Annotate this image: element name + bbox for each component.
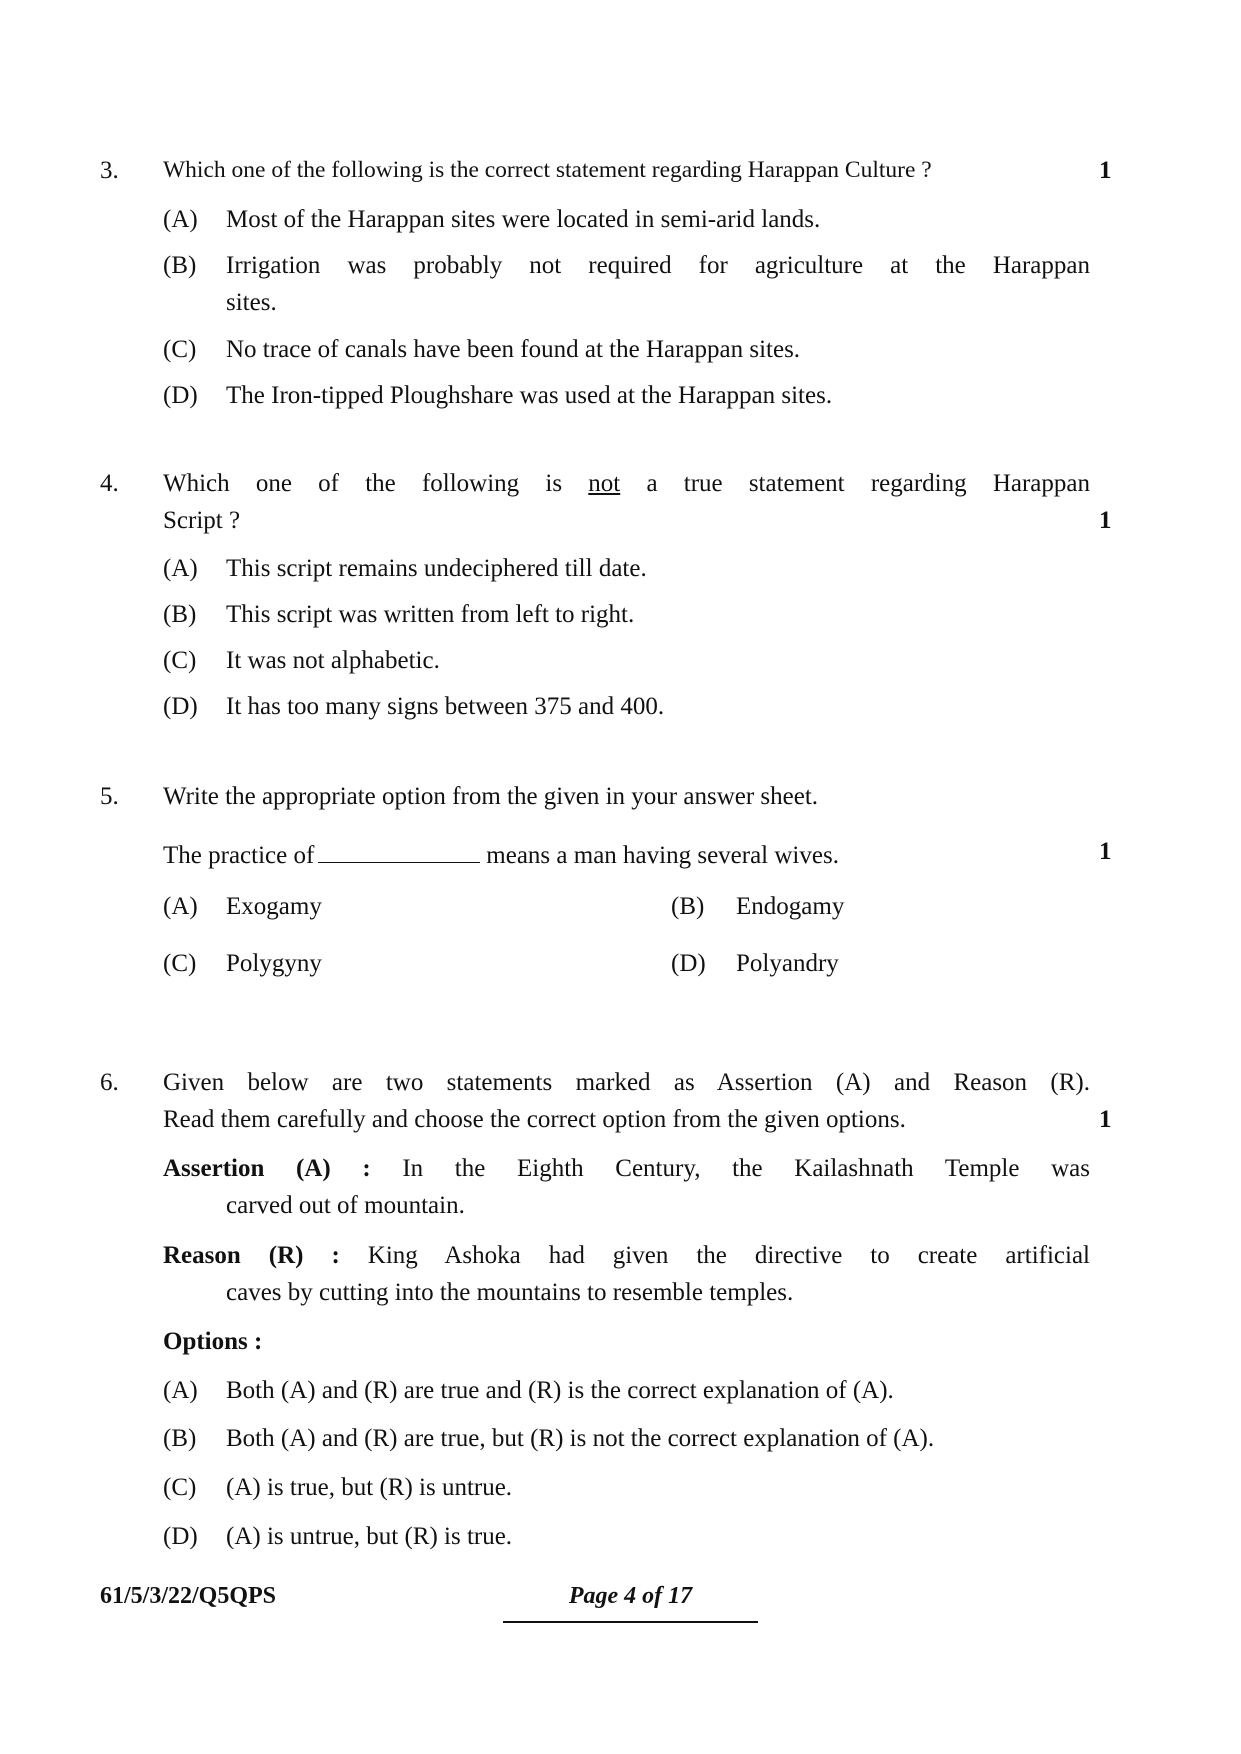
page-number: Page 4 of 17 <box>568 1583 693 1609</box>
q3-option-b-label: (B) <box>163 252 197 279</box>
assertion-line1 <box>163 1155 1090 1183</box>
q3-option-a-label: (A) <box>163 206 198 233</box>
q4-text-underlined: not <box>588 470 621 497</box>
q4-option-d-label: (D) <box>163 693 198 720</box>
question-3-number: 3. <box>100 157 119 184</box>
q5-stem-after: means a man having several wives. <box>486 842 839 869</box>
question-4-marks: 1 <box>1099 507 1112 534</box>
q5-option-a-label: (A) <box>163 893 198 920</box>
q6-option-a-label: (A) <box>163 1377 198 1404</box>
q4-text-after: a true statement regarding Harappan <box>646 470 1090 497</box>
q6-option-a-text: Both (A) and (R) are true and (R) is the correct explanation of (A). <box>226 1377 894 1404</box>
q3-option-c-label: (C) <box>163 336 197 363</box>
fill-in-blank <box>318 838 480 863</box>
question-4-number: 4. <box>100 470 119 497</box>
q5-option-c-label: (C) <box>163 950 197 977</box>
q6-option-b-text: Both (A) and (R) are true, but (R) is not the correct explanation of (A). <box>226 1425 935 1452</box>
question-3-text: Which one of the following is the correct statement regarding Harappan Culture ? <box>163 157 932 183</box>
q5-option-d-label: (D) <box>671 950 706 977</box>
q5-stem-before: The practice of <box>163 842 315 869</box>
q4-text-before: Which one of the following is <box>163 470 563 497</box>
q5-option-b-label: (B) <box>671 893 705 920</box>
reason-label: Reason (R) : <box>163 1242 340 1269</box>
q5-option-b-text: Endogamy <box>736 893 845 920</box>
reason-line1 <box>163 1242 1090 1270</box>
question-5-number: 5. <box>100 783 119 810</box>
q6-option-b-label: (B) <box>163 1425 197 1452</box>
q6-option-c-label: (C) <box>163 1474 197 1501</box>
page-number-underline <box>503 1621 758 1623</box>
question-5-instruction: Write the appropriate option from the given in your answer sheet. <box>163 783 819 810</box>
paper-code: 61/5/3/22/Q5QPS <box>100 1583 277 1609</box>
options-heading: Options : <box>163 1328 263 1355</box>
assertion-text-line1: In the Eighth Century, the Kailashnath Temple was <box>402 1155 1090 1182</box>
q6-option-c-text: (A) is true, but (R) is untrue. <box>226 1474 513 1501</box>
question-4-text-line1 <box>163 470 1090 498</box>
q6-option-d-label: (D) <box>163 1523 198 1550</box>
question-6-text-line1: Given below are two statements marked as Assertion (A) and Reason (R). <box>163 1069 1090 1096</box>
question-6-number: 6. <box>100 1069 119 1096</box>
q3-option-d-label: (D) <box>163 382 198 409</box>
q4-option-c-label: (C) <box>163 647 197 674</box>
assertion-text-line2: carved out of mountain. <box>226 1192 465 1219</box>
assertion-label: Assertion (A) : <box>163 1155 371 1182</box>
question-3-marks: 1 <box>1099 157 1112 184</box>
q5-option-c-text: Polygyny <box>226 950 322 977</box>
q6-option-d-text: (A) is untrue, but (R) is true. <box>226 1523 513 1550</box>
question-4-text-line2: Script ? <box>163 507 241 534</box>
question-5-stem <box>163 838 839 870</box>
q3-option-b-text-line1: Irrigation was probably not required for agriculture at the Harappan <box>226 252 1090 279</box>
q3-option-b-text-line2: sites. <box>226 289 277 316</box>
q5-option-a-text: Exogamy <box>226 893 322 920</box>
q3-option-a-text: Most of the Harappan sites were located in semi-arid lands. <box>226 206 821 233</box>
question-6-text-line2: Read them carefully and choose the correct option from the given options. <box>163 1106 906 1133</box>
reason-text-line1: King Ashoka had given the directive to create artificial <box>367 1242 1090 1269</box>
q3-option-c-text: No trace of canals have been found at the Harappan sites. <box>226 336 801 363</box>
q5-option-d-text: Polyandry <box>736 950 839 977</box>
q4-option-c-text: It was not alphabetic. <box>226 647 440 674</box>
q4-option-a-text: This script remains undeciphered till date. <box>226 555 647 582</box>
q4-option-b-label: (B) <box>163 601 197 628</box>
q4-option-a-label: (A) <box>163 555 198 582</box>
q4-option-d-text: It has too many signs between 375 and 400. <box>226 693 665 720</box>
reason-text-line2: caves by cutting into the mountains to resemble temples. <box>226 1279 794 1306</box>
question-5-marks: 1 <box>1099 838 1112 865</box>
question-6-marks: 1 <box>1099 1106 1112 1133</box>
q4-option-b-text: This script was written from left to right. <box>226 601 635 628</box>
q3-option-d-text: The Iron-tipped Ploughshare was used at the Harappan sites. <box>226 382 833 409</box>
